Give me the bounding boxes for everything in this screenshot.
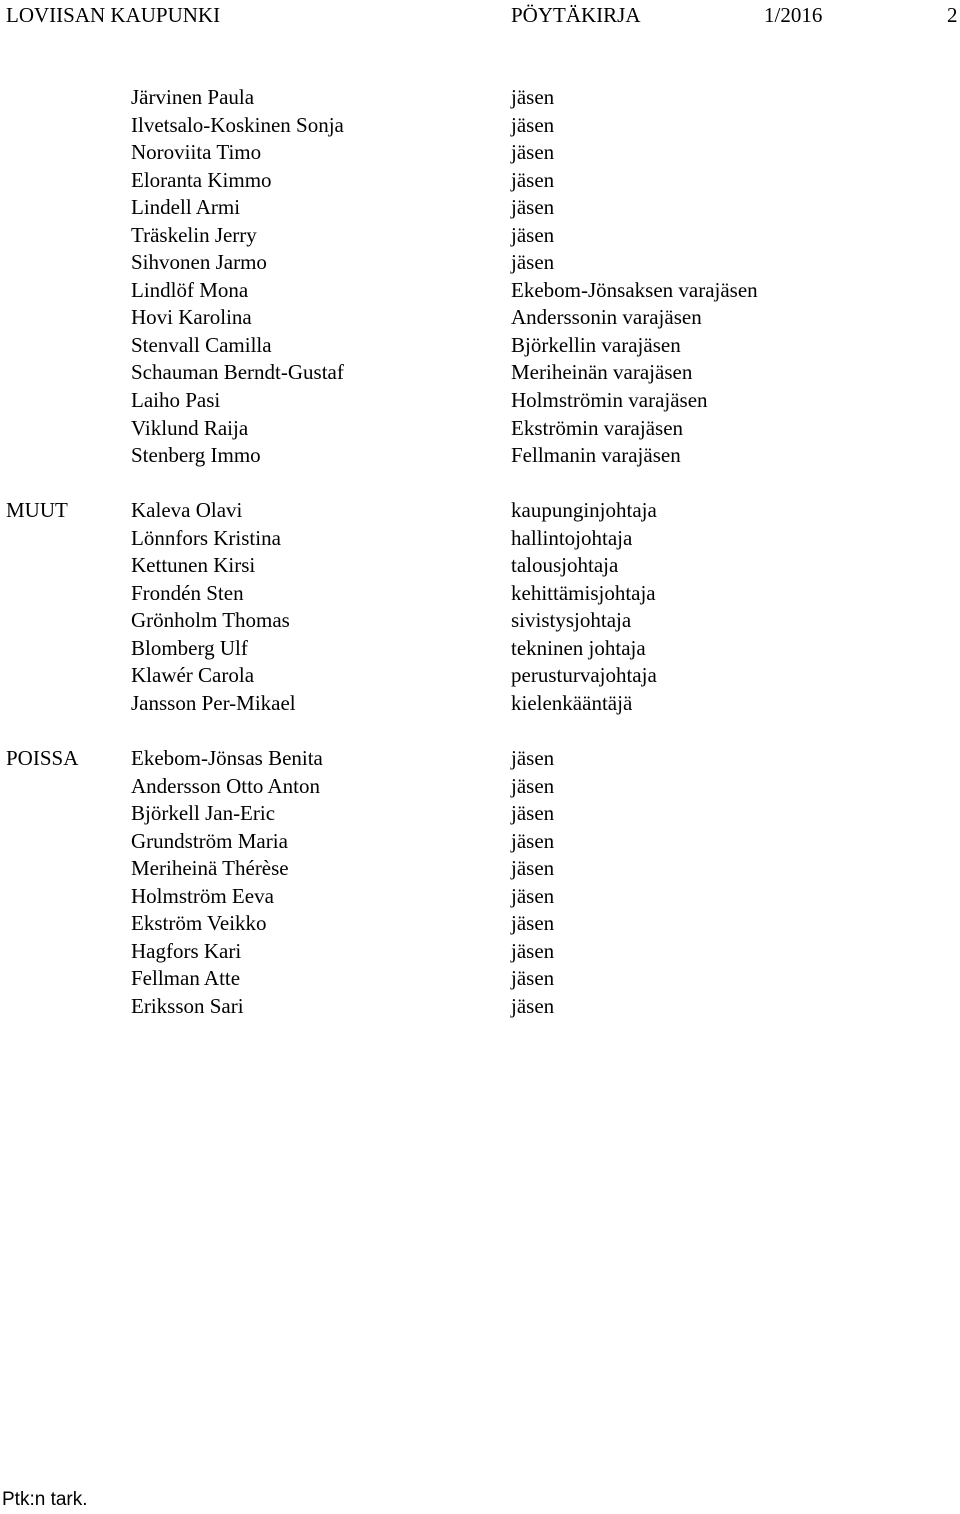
attendee-row	[0, 84, 960, 112]
attendee-row	[0, 938, 960, 966]
section-label-poissa: POISSA	[6, 746, 79, 770]
minutes-checker-note: Ptk:n tark.	[2, 1489, 88, 1510]
attendee-role: jäsen	[511, 993, 555, 1018]
attendee-name: Sihvonen Jarmo	[131, 250, 267, 275]
attendee-name: Hagfors Kari	[131, 938, 242, 963]
attendee-role: kielenkääntäjä	[511, 690, 633, 715]
attendee-row	[0, 415, 960, 443]
attendee-row	[0, 883, 960, 911]
attendee-row	[0, 800, 960, 828]
attendee-role: hallintojohtaja	[511, 525, 633, 550]
attendee-row	[0, 112, 960, 140]
attendee-row	[0, 194, 960, 222]
attendee-name: Kettunen Kirsi	[131, 553, 256, 578]
attendee-name: Klawér Carola	[131, 663, 255, 688]
attendee-name: Fellman Atte	[131, 966, 241, 991]
attendee-name: Hovi Karolina	[131, 305, 252, 330]
attendee-role: jäsen	[511, 195, 555, 220]
attendee-row	[0, 222, 960, 250]
attendee-row	[0, 745, 960, 773]
attendee-row	[0, 773, 960, 801]
attendee-name: Stenberg Immo	[131, 443, 261, 468]
attendee-name: Grundström Maria	[131, 828, 288, 853]
attendee-role: kaupunginjohtaja	[511, 498, 657, 522]
attendee-name: Viklund Raija	[131, 415, 249, 440]
page-number: 2	[947, 3, 958, 27]
attendee-name: Frondén Sten	[131, 580, 244, 605]
attendee-role: Ekströmin varajäsen	[511, 415, 684, 440]
attendee-name: Laiho Pasi	[131, 388, 221, 413]
attendee-role: Ekebom-Jönsaksen varajäsen	[511, 277, 758, 302]
attendee-row	[0, 552, 960, 580]
attendee-name: Meriheinä Thérèse	[131, 856, 289, 881]
attendee-name: Lönnfors Kristina	[131, 525, 281, 550]
attendee-row	[0, 965, 960, 993]
attendee-row	[0, 910, 960, 938]
attendee-role: jäsen	[511, 222, 555, 247]
organization-name: LOVIISAN KAUPUNKI	[6, 3, 221, 27]
attendee-role: talousjohtaja	[511, 553, 619, 578]
attendee-row	[0, 249, 960, 277]
attendee-row	[0, 607, 960, 635]
attendee-name: Noroviita Timo	[131, 140, 262, 165]
attendee-name: Ilvetsalo-Koskinen Sonja	[131, 112, 344, 137]
absent-list	[0, 745, 960, 1020]
attendee-name: Ekebom-Jönsas Benita	[131, 746, 323, 770]
attendee-role: jäsen	[511, 938, 555, 963]
attendee-name: Schauman Berndt-Gustaf	[131, 360, 344, 385]
attendee-row	[0, 497, 960, 525]
attendee-row	[0, 635, 960, 663]
attendee-role: tekninen johtaja	[511, 635, 646, 660]
attendee-name: Grönholm Thomas	[131, 608, 290, 633]
attendee-role: jäsen	[511, 773, 555, 798]
attendee-name: Björkell Jan-Eric	[131, 801, 276, 826]
attendee-name: Andersson Otto Anton	[131, 773, 320, 798]
attendee-row	[0, 332, 960, 360]
attendee-role: jäsen	[511, 250, 555, 275]
attendee-role: jäsen	[511, 856, 555, 881]
attendee-row	[0, 525, 960, 553]
attendee-role: sivistysjohtaja	[511, 608, 632, 633]
attendee-name: Lindlöf Mona	[131, 277, 249, 302]
attendee-row	[0, 662, 960, 690]
document-type: PÖYTÄKIRJA	[511, 3, 641, 27]
attendee-role: Björkellin varajäsen	[511, 332, 681, 357]
attendee-name: Träskelin Jerry	[131, 222, 257, 247]
attendee-name: Jansson Per-Mikael	[131, 690, 296, 715]
section-label-muut: MUUT	[6, 498, 68, 522]
attendee-role: jäsen	[511, 140, 555, 165]
attendee-name: Kaleva Olavi	[131, 498, 243, 522]
attendee-name: Eriksson Sari	[131, 993, 244, 1018]
document-number: 1/2016	[764, 3, 823, 27]
attendee-row	[0, 167, 960, 195]
attendee-role: Anderssonin varajäsen	[511, 305, 702, 330]
attendee-role: jäsen	[511, 112, 555, 137]
attendee-role: Fellmanin varajäsen	[511, 443, 681, 468]
attendee-name: Eloranta Kimmo	[131, 167, 272, 192]
attendee-role: kehittämisjohtaja	[511, 580, 656, 605]
attendee-role: jäsen	[511, 966, 555, 991]
attendee-name: Järvinen Paula	[131, 85, 255, 109]
attendee-name: Holmström Eeva	[131, 883, 274, 908]
attendee-role: jäsen	[511, 167, 555, 192]
attendee-role: jäsen	[511, 828, 555, 853]
others-list	[0, 497, 960, 717]
attendee-row	[0, 139, 960, 167]
attendee-row	[0, 359, 960, 387]
attendee-row	[0, 580, 960, 608]
attendee-role: Meriheinän varajäsen	[511, 360, 693, 385]
attendee-row	[0, 828, 960, 856]
attendee-role: jäsen	[511, 746, 555, 770]
attendee-name: Blomberg Ulf	[131, 635, 248, 660]
attendee-role: Holmströmin varajäsen	[511, 388, 708, 413]
attendee-role: perusturvajohtaja	[511, 663, 657, 688]
attendee-row	[0, 442, 960, 470]
attendee-row	[0, 690, 960, 718]
attendee-role: jäsen	[511, 85, 555, 109]
attendee-row	[0, 304, 960, 332]
attendee-name: Stenvall Camilla	[131, 332, 272, 357]
attendee-name: Lindell Armi	[131, 195, 241, 220]
attendee-row	[0, 277, 960, 305]
members-list	[0, 84, 960, 470]
attendee-role: jäsen	[511, 911, 555, 936]
attendee-name: Ekström Veikko	[131, 911, 267, 936]
attendee-row	[0, 387, 960, 415]
attendee-role: jäsen	[511, 801, 555, 826]
attendee-row	[0, 855, 960, 883]
attendee-row	[0, 993, 960, 1021]
attendee-role: jäsen	[511, 883, 555, 908]
